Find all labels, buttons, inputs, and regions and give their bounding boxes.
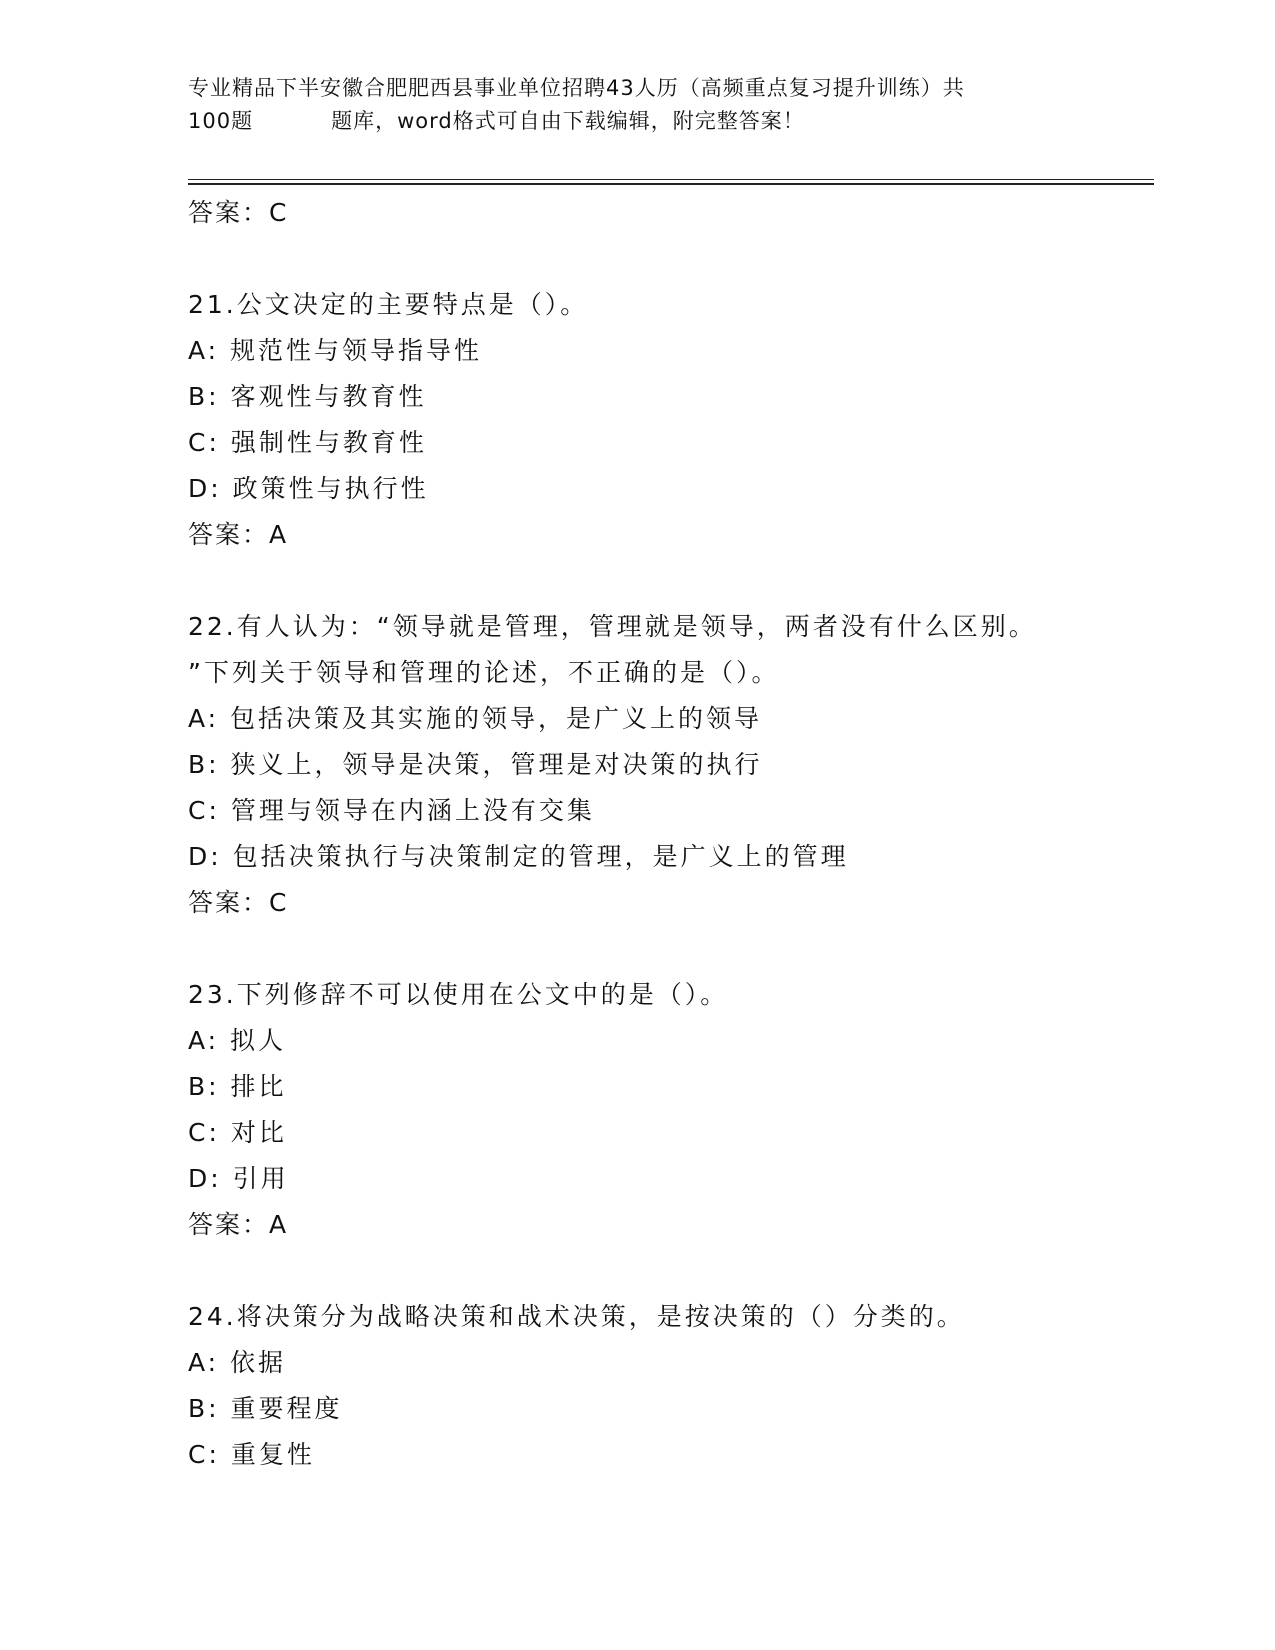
answer-line: 答案：A — [188, 520, 289, 549]
question-stem: 23.下列修辞不可以使用在公文中的是（）。 — [188, 980, 729, 1009]
answer-line: 答案：A — [188, 1210, 289, 1239]
option-d: D: 引用 — [188, 1164, 289, 1193]
option-a: A: 规范性与领导指导性 — [188, 336, 483, 365]
option-b: B: 重要程度 — [188, 1394, 343, 1423]
header-desc: 题库，word格式可自由下载编辑，附完整答案！ — [331, 109, 805, 133]
question-content — [188, 190, 1148, 1478]
option-d: D: 包括决策执行与决策制定的管理，是广义上的管理 — [188, 842, 849, 871]
question-block — [188, 1294, 1148, 1478]
question-stem-continued: ”下列关于领导和管理的论述，不正确的是（）。 — [188, 658, 780, 687]
option-a: A: 拟人 — [188, 1026, 287, 1055]
header-count: 100题 — [188, 109, 254, 133]
answer-line: 答案：C — [188, 888, 289, 917]
question-block — [188, 972, 1148, 1248]
header-line-2 — [188, 105, 1068, 138]
option-b: B: 狭义上，领导是决策，管理是对决策的执行 — [188, 750, 763, 779]
option-a: A: 依据 — [188, 1348, 287, 1377]
page-header — [188, 72, 1068, 138]
question-block — [188, 282, 1148, 558]
header-divider-thick — [188, 183, 1154, 185]
answer-line: 答案：C — [188, 198, 289, 227]
option-c: C: 对比 — [188, 1118, 287, 1147]
option-b: B: 客观性与教育性 — [188, 382, 427, 411]
question-block — [188, 604, 1148, 926]
question-stem: 21.公文决定的主要特点是（）。 — [188, 290, 589, 319]
option-a: A: 包括决策及其实施的领导，是广义上的领导 — [188, 704, 763, 733]
question-stem: 22.有人认为：“领导就是管理，管理就是领导，两者没有什么区别。 — [188, 612, 1037, 641]
option-c: C: 管理与领导在内涵上没有交集 — [188, 796, 595, 825]
header-divider-thin — [188, 179, 1154, 180]
header-line-1: 专业精品下半安徽合肥肥西县事业单位招聘43人历（高频重点复习提升训练）共 — [188, 76, 965, 100]
option-c: C: 重复性 — [188, 1440, 315, 1469]
question-stem: 24.将决策分为战略决策和战术决策，是按决策的（）分类的。 — [188, 1302, 965, 1331]
option-d: D: 政策性与执行性 — [188, 474, 429, 503]
option-b: B: 排比 — [188, 1072, 287, 1101]
option-c: C: 强制性与教育性 — [188, 428, 427, 457]
